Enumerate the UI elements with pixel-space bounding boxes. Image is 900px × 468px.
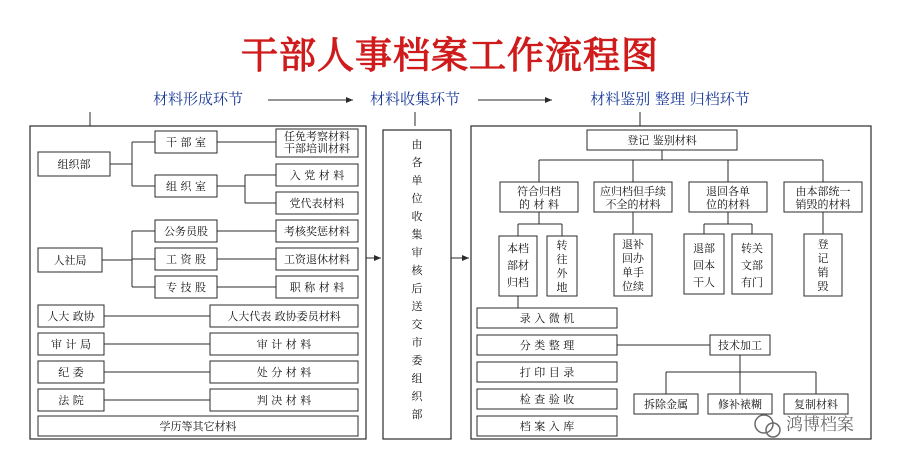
register-destroy-line-3: 销: [817, 266, 829, 279]
transfer-line-1: 转: [556, 239, 568, 252]
conforming-line-2: 的 材 料: [519, 198, 559, 211]
supplement-line-4: 位续: [622, 280, 644, 293]
supplement-line-2: 回办: [622, 252, 644, 265]
remove-metal-label: 拆除金属: [644, 398, 688, 411]
register-label: 登记 鉴别材料: [627, 134, 697, 147]
tech-label: 技术加工: [718, 339, 762, 352]
discipline-label: 纪 委: [58, 366, 84, 379]
stage-collection: 材料收集环节: [369, 90, 461, 108]
return-self-line-1: 退部: [693, 242, 715, 255]
title-mat-label: 职 称 材 料: [289, 281, 345, 294]
step-1-label: 录 入 微 机: [519, 312, 575, 325]
org-dept-label: 组织部: [57, 158, 91, 171]
transfer-line-3: 外: [556, 267, 568, 280]
wage-label: 工 资 股: [166, 253, 206, 266]
repair-label: 修补裱糊: [718, 398, 762, 411]
incomplete-line-2: 不全的材料: [605, 198, 661, 211]
step-2-label: 分 类 整 理: [519, 339, 575, 352]
archive-own-line-3: 归档: [507, 276, 529, 289]
npc-label: 人大 政协: [47, 310, 95, 323]
npc-mat-label: 人大代表 政协委员材料: [227, 310, 341, 323]
audit-mat-label: 审 计 材 料: [256, 338, 312, 351]
civil-servant-label: 公务员股: [164, 225, 208, 238]
watermark-text: 鸿博档案: [786, 415, 854, 435]
step-4-label: 检 查 验 收: [519, 393, 575, 406]
wage-retire-label: 工资退休材料: [284, 253, 350, 266]
register-destroy-line-1: 登: [817, 238, 829, 251]
transfer-line-4: 地: [556, 281, 568, 294]
supplement-line-3: 单手: [622, 266, 644, 279]
appointment-line-2: 干部培训材料: [284, 142, 350, 155]
return-units-line-1: 退回各单: [706, 185, 750, 198]
return-related-line-1: 转关: [741, 242, 763, 255]
return-related-line-3: 有门: [741, 276, 763, 289]
audit-label: 审 计 局: [51, 338, 91, 351]
appointment-line-1: 任免考察材料: [284, 130, 350, 143]
archive-own-line-2: 部材: [507, 259, 529, 272]
org-office-label: 组 织 室: [166, 180, 206, 193]
return-self-line-2: 回本: [693, 259, 715, 272]
court-label: 法 院: [58, 394, 84, 407]
step-3-label: 打 印 目 录: [519, 366, 575, 379]
technical-label: 专 技 股: [166, 281, 206, 294]
return-self-line-3: 干人: [693, 276, 715, 289]
education-label: 学历等其它材料: [159, 420, 237, 433]
destroy-unified-line-1: 由本部统一: [795, 185, 851, 198]
destroy-unified-line-2: 销毁的材料: [795, 198, 851, 211]
return-units-line-2: 位的材料: [706, 198, 750, 211]
verdict-mat-label: 判 决 材 料: [256, 394, 312, 407]
archive-own-line-1: 本档: [507, 242, 529, 255]
transfer-line-2: 往: [556, 253, 568, 266]
stage-formation: 材料形成环节: [152, 90, 244, 108]
assessment-label: 考核奖惩材料: [284, 225, 350, 238]
stage-processing: 材料鉴别 整理 归档环节: [590, 90, 750, 108]
collection-vertical-text: 由各单位收集审核后送交市委组织部: [411, 138, 423, 421]
copy-label: 复制材料: [794, 398, 838, 411]
register-destroy-line-4: 毁: [817, 280, 829, 293]
register-destroy-line-2: 记: [817, 252, 829, 265]
conforming-line-1: 符合归档: [517, 185, 561, 198]
party-rep-label: 党代表材料: [289, 197, 345, 210]
hr-bureau-label: 人社局: [53, 254, 87, 267]
cadre-office-label: 干 部 室: [166, 136, 206, 149]
step-5-label: 档 案 入 库: [519, 420, 575, 433]
incomplete-line-1: 应归档但手续: [600, 185, 666, 198]
supplement-line-1: 退补: [622, 238, 644, 251]
party-entry-label: 入 党 材 料: [289, 169, 345, 182]
return-related-line-2: 文部: [741, 259, 763, 272]
page-title: 干部人事档案工作流程图: [241, 34, 659, 77]
punish-mat-label: 处 分 材 料: [256, 366, 312, 379]
